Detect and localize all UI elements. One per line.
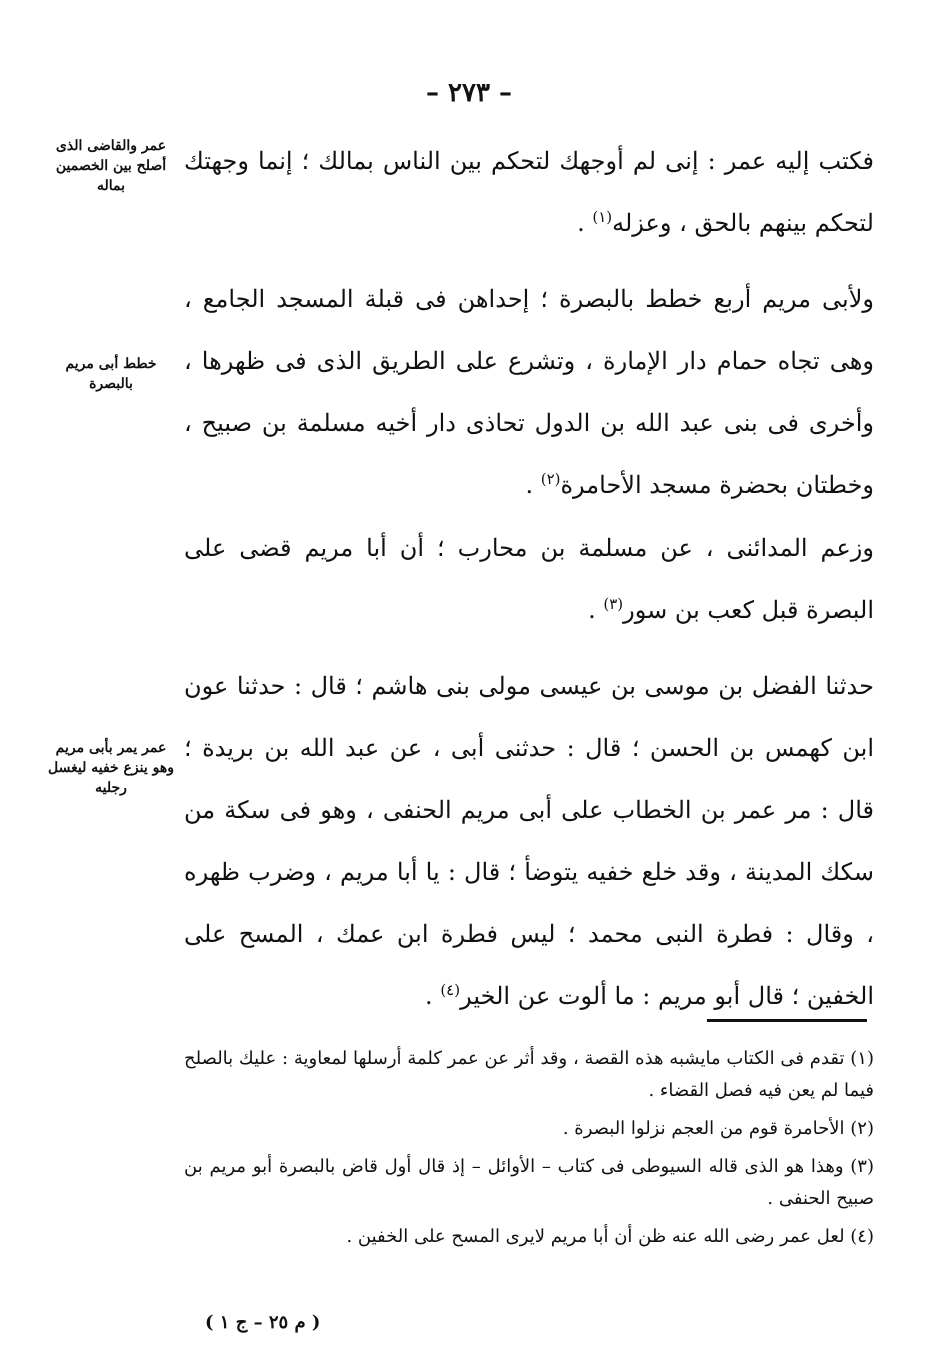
paragraph-hadith: [184, 655, 874, 1027]
footnote-divider: [707, 1019, 867, 1022]
footnote-marker[interactable]: (٢): [540, 470, 561, 488]
paragraph-text: حدثنا الفضل بن موسى بن عيسى مولى بنى هاشم ؛ قال : حدثنا عون ابن كهمس بن الحسن ؛ قال : حدثنى أبى ، عن عبد الله بن بريدة ؛ قال : مر عمر بن الخطاب على أبى مريم الحنفى ، وهو فى سكة من سكك المدينة ، وقد خلع خفيه يتوضأ ؛ قال : يا أبا مريم ، وضرب ظهره ، وقال : فطرة النبى محمد ؛ ليس فطرة ابن عمك ، المسح على الخفين ؛ قال أبو مريم : ما ألوت عن الخير: [184, 672, 874, 1010]
margin-note-umar-passes: عمر يمر بأبى مريم وهو ينزع خفيه ليغسل رجليه: [48, 740, 174, 796]
page-number: – ٢٧٣ –: [425, 78, 513, 108]
paragraph-text: فكتب إليه عمر : إنى لم أوجهك لتحكم بين الناس بمالك ؛ إنما وجهتك لتحكم بينهم بالحق ، وعزله: [184, 147, 874, 237]
paragraph-umar-letter: [184, 130, 874, 254]
paragraph-plots: [184, 268, 874, 516]
paragraph-madaini: [184, 517, 874, 641]
paragraph-text: ولأبى مريم أربع خطط بالبصرة ؛ إحداهن فى قبلة المسجد الجامع ، وهى تجاه حمام دار الإمارة ، وتشرع على الطريق الذى فى ظهرها ، وأخرى فى بنى عبد الله بن الدول تحاذى دار أخيه مسلمة بن صبيح ، وخطتان بحضرة مسجد الأحامرة: [184, 285, 874, 499]
margin-note-abu-maryam-plots: خطط أبى مريم بالبصرة: [65, 356, 157, 392]
footnote-4: (٤) لعل عمر رضى الله عنه ظن أن أبا مريم لايرى المسح على الخفين .: [346, 1226, 874, 1247]
printer-signature: ( م ٢٥ – ج ١ ): [205, 1312, 321, 1333]
margin-note-judge: عمر والقاضى الذى أصلح بين الخصمين بماله: [55, 138, 167, 194]
footnote-1: (١) تقدم فى الكتاب مايشبه هذه القصة ، وقد أثر عن عمر كلمة أرسلها لمعاوية : عليك بالصلح فيما لم يعن فيه فصل القضاء .: [184, 1048, 874, 1101]
footnote-marker[interactable]: (٣): [603, 595, 624, 613]
paragraph-end: .: [588, 596, 604, 624]
paragraph-end: .: [425, 982, 441, 1010]
footnote-3: (٣) وهذا هو الذى قاله السيوطى فى كتاب – الأوائل – إذ قال أول قاض بالبصرة أبو مريم بن صبيح الحنفى .: [184, 1156, 874, 1209]
paragraph-end: .: [577, 209, 593, 237]
footnote-marker[interactable]: (٤): [440, 981, 461, 999]
paragraph-text: وزعم المدائنى ، عن مسلمة بن محارب ؛ أن أبا مريم قضى على البصرة قبل كعب بن سور: [184, 534, 874, 624]
footnote-marker[interactable]: (١): [592, 208, 613, 226]
footnotes: [184, 1043, 874, 1259]
paragraph-end: .: [525, 471, 541, 499]
footnote-2: (٢) الأحامرة قوم من العجم نزلوا البصرة .: [562, 1118, 874, 1139]
